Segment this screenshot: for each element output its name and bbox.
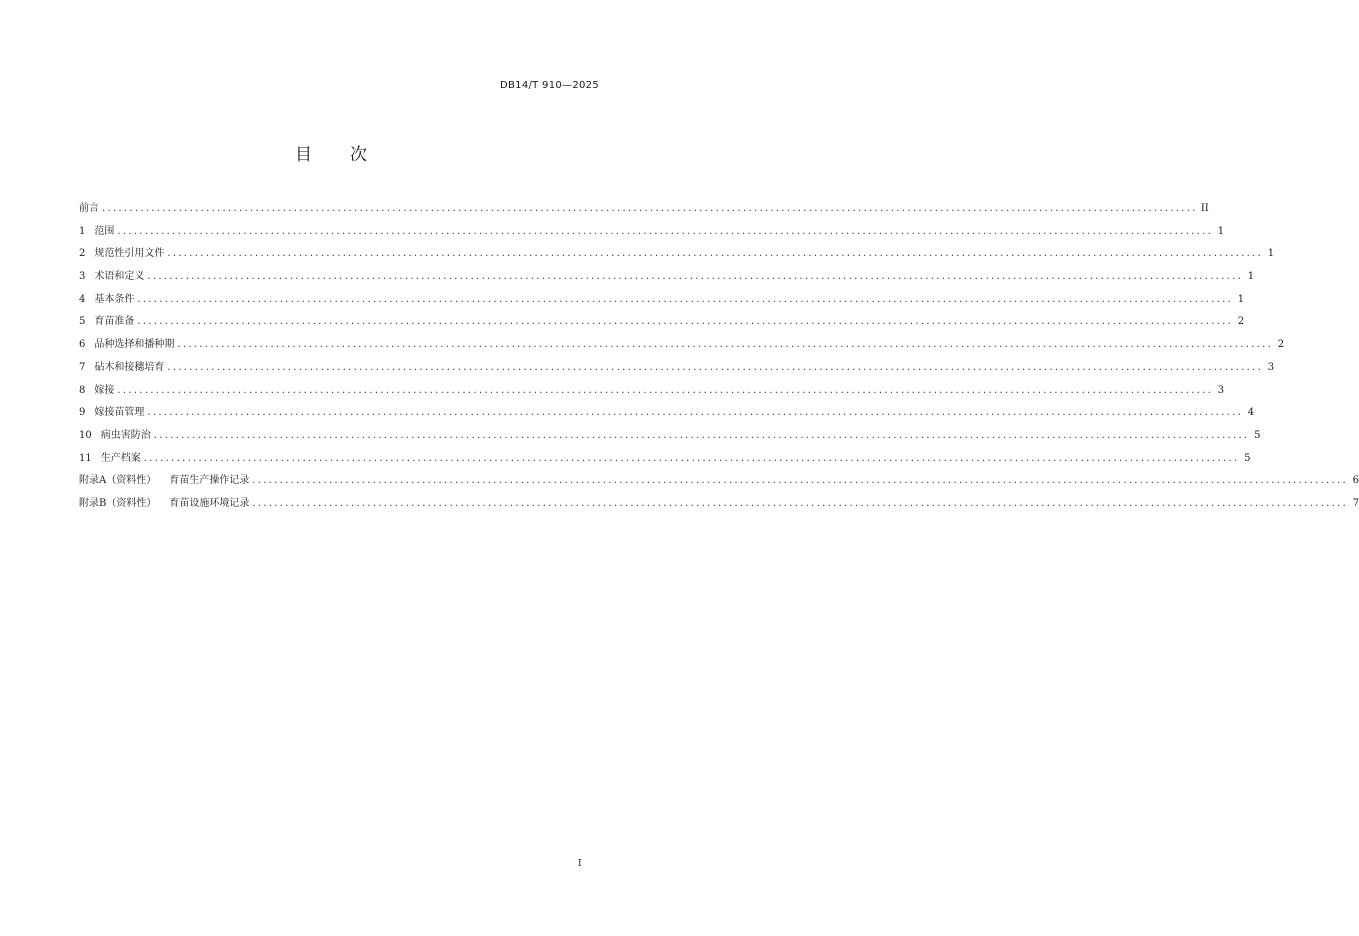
title-char-2: 次 [350, 145, 367, 165]
toc-entry[interactable] [79, 494, 1359, 517]
toc-entry-page: 3 [1267, 361, 1275, 373]
toc-entry-number: 11 [79, 452, 92, 464]
toc-dot-leader: ........................................................................................................................................................................................................ [137, 316, 1234, 328]
toc-dot-leader: ........................................................................................................................................................................................................ [147, 271, 1244, 283]
toc-entry-number: 4 [79, 293, 86, 305]
toc-dot-leader: ........................................................................................................................................................................................................ [167, 361, 1264, 373]
toc-entry-number: 10 [79, 429, 92, 441]
toc-entry-page: 7 [1352, 497, 1359, 509]
toc-entry[interactable] [79, 199, 1209, 222]
toc-entry-subtitle: 育苗设施环境记录 [169, 497, 250, 509]
table-of-contents [79, 199, 1359, 517]
toc-dot-leader: ........................................................................................................................................................................................................ [167, 248, 1264, 260]
toc-entry-page: 2 [1237, 316, 1245, 328]
toc-entry-label: 附录B（资料性） [79, 497, 157, 509]
toc-entry[interactable] [79, 403, 1255, 426]
toc-entry-number: 5 [79, 316, 86, 328]
toc-entry-page: II [1200, 203, 1209, 214]
toc-dot-leader: ........................................................................................................................................................................................................ [252, 497, 1349, 509]
toc-dot-leader: ........................................................................................................................................................................................................ [147, 407, 1244, 419]
toc-entry[interactable] [79, 426, 1261, 449]
toc-entry-label: 生产档案 [100, 452, 141, 464]
toc-entry[interactable] [79, 335, 1285, 358]
title-char-1: 目 [295, 145, 312, 165]
toc-dot-leader: ........................................................................................................................................................................................................ [252, 475, 1348, 487]
toc-dot-leader: ........................................................................................................................................................................................................ [117, 225, 1214, 237]
toc-entry-page: 1 [1267, 248, 1275, 260]
toc-entry-number: 2 [79, 248, 86, 260]
toc-entry-label: 砧木和接穗培育 [94, 361, 165, 373]
toc-entry-page: 1 [1247, 271, 1255, 283]
toc-dot-leader: ........................................................................................................................................................................................................ [102, 203, 1198, 214]
toc-entry-subtitle: 育苗生产操作记录 [169, 475, 250, 487]
toc-entry-label: 育苗准备 [94, 316, 135, 328]
toc-dot-leader: ........................................................................................................................................................................................................ [143, 452, 1240, 464]
toc-dot-leader: ........................................................................................................................................................................................................ [153, 429, 1250, 441]
toc-entry-label: 嫁接苗管理 [94, 407, 145, 419]
toc-entry[interactable] [79, 222, 1225, 245]
toc-entry-page: 4 [1247, 407, 1255, 419]
toc-entry-page: 2 [1277, 339, 1285, 351]
toc-entry[interactable] [79, 312, 1245, 335]
toc-entry[interactable] [79, 290, 1245, 313]
toc-entry[interactable] [79, 358, 1275, 381]
toc-entry-label: 嫁接 [94, 384, 115, 396]
toc-entry-page: 6 [1352, 475, 1359, 487]
toc-entry-label: 附录A（资料性） [79, 475, 157, 487]
toc-entry[interactable] [79, 471, 1359, 494]
toc-entry-number: 3 [79, 271, 86, 283]
page-number: I [578, 859, 582, 869]
document-code: DB14/T 910—2025 [500, 80, 599, 91]
toc-dot-leader: ........................................................................................................................................................................................................ [117, 384, 1214, 396]
toc-entry-label: 前言 [79, 203, 99, 214]
toc-entry-page: 5 [1244, 452, 1251, 464]
toc-entry-label: 病虫害防治 [100, 429, 151, 441]
toc-entry[interactable] [79, 244, 1275, 267]
toc-entry[interactable] [79, 267, 1255, 290]
toc-entry-label: 品种选择和播种期 [94, 339, 175, 351]
toc-dot-leader: ........................................................................................................................................................................................................ [177, 339, 1274, 351]
page-title [0, 140, 662, 165]
toc-entry-number: 9 [79, 407, 86, 419]
toc-entry-label: 基本条件 [94, 293, 135, 305]
toc-entry-label: 范围 [94, 225, 115, 237]
toc-entry-label: 规范性引用文件 [94, 248, 165, 260]
toc-entry-page: 1 [1237, 293, 1245, 305]
toc-dot-leader: ........................................................................................................................................................................................................ [137, 293, 1234, 305]
toc-entry-page: 5 [1254, 429, 1261, 441]
toc-entry-label: 术语和定义 [94, 271, 145, 283]
toc-entry-number: 7 [79, 361, 86, 373]
toc-entry[interactable] [79, 381, 1225, 404]
toc-entry-number: 1 [79, 225, 86, 237]
toc-entry-page: 3 [1217, 384, 1225, 396]
toc-entry-number: 8 [79, 384, 86, 396]
toc-entry-page: 1 [1217, 225, 1225, 237]
toc-entry[interactable] [79, 449, 1251, 472]
toc-entry-number: 6 [79, 339, 86, 351]
